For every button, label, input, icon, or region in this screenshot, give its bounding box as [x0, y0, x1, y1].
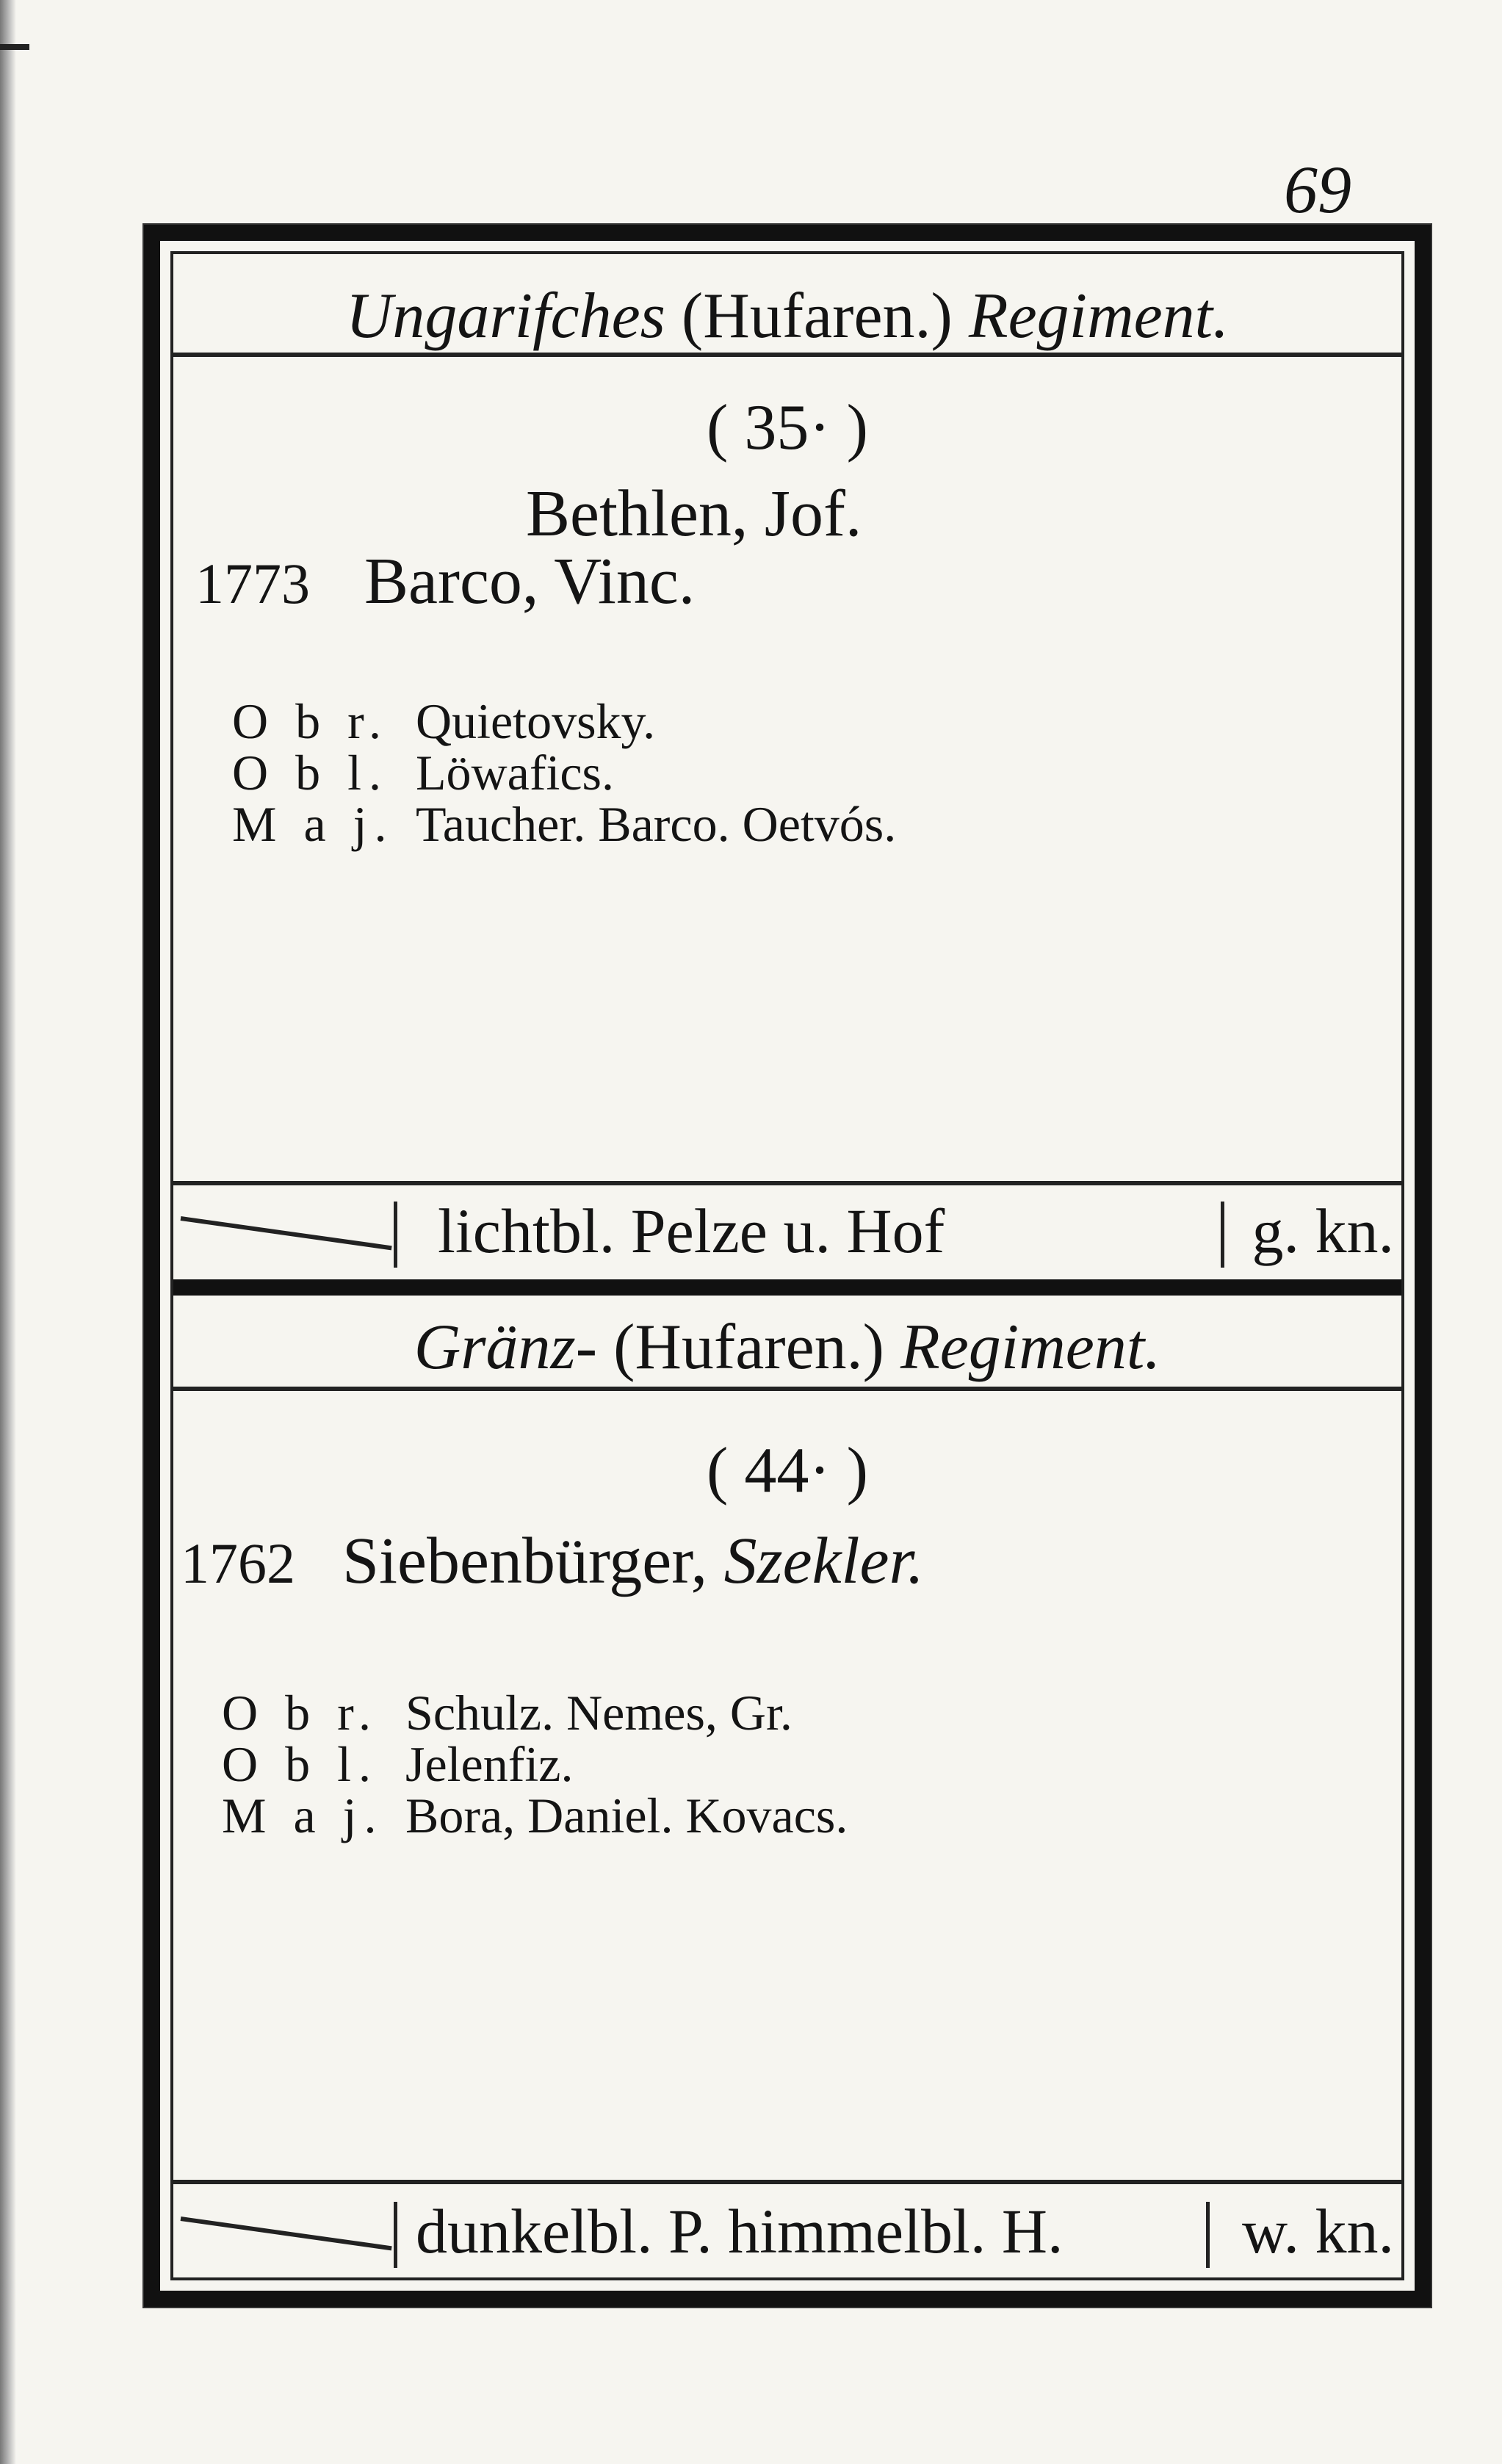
staff-names: Taucher. Barco. Oetvós. — [416, 796, 897, 852]
slash-mark — [181, 2216, 392, 2250]
staff-entry — [222, 1736, 574, 1792]
staff-rank: O b l. — [222, 1736, 378, 1792]
regiment-section-2 — [173, 1276, 1401, 2281]
staff-rank: M a j. — [232, 796, 394, 852]
staff-names: Schulz. Nemes, Gr. — [405, 1685, 792, 1741]
chief-entry — [195, 543, 695, 619]
regiment-heading — [173, 1310, 1401, 1384]
staff-rank: O b r. — [222, 1685, 378, 1741]
staff-names: Quietovsky. — [416, 693, 656, 749]
column-divider — [394, 1202, 397, 1268]
page-number: 69 — [1284, 152, 1351, 227]
chief-year: 1773 — [195, 552, 310, 615]
chief-name-italic: Szekler. — [723, 1525, 925, 1597]
staff-names: Löwafics. — [416, 745, 615, 801]
regiment-number: ( 44· ) — [707, 1435, 868, 1506]
register-frame — [144, 225, 1431, 2307]
regiment-number: ( 35· ) — [707, 392, 868, 463]
button-color: w. kn. — [1241, 2196, 1394, 2266]
regiment-heading-tail: Regiment. — [968, 281, 1230, 352]
staff-rank: O b r. — [232, 693, 389, 749]
footer-rule — [173, 2180, 1401, 2184]
staff-names: Bora, Daniel. Kovacs. — [405, 1788, 848, 1843]
regiment-heading-tail: Regiment. — [900, 1312, 1161, 1383]
regiment-heading-type: (Hufaren.) — [681, 281, 953, 352]
column-divider — [1221, 1202, 1224, 1268]
regiment-heading-name: Gränz- — [414, 1312, 598, 1383]
chief-name: Siebenbürger, — [342, 1525, 724, 1597]
staff-entry — [222, 1685, 792, 1741]
regiment-section-1 — [173, 254, 1401, 1266]
uniform-description: dunkelbl. P. himmelbl. H. — [416, 2196, 1064, 2266]
column-divider — [1206, 2202, 1210, 2268]
chief-entry — [181, 1523, 924, 1599]
uniform-row — [173, 2194, 1401, 2275]
page-edge — [0, 0, 16, 2464]
staff-names: Jelenfiz. — [405, 1736, 574, 1792]
staff-entry — [232, 693, 656, 749]
button-color: g. kn. — [1252, 1196, 1394, 1266]
footer-rule — [173, 1181, 1401, 1185]
heading-rule — [173, 353, 1401, 357]
staff-entry — [232, 796, 897, 852]
staff-entry — [222, 1788, 848, 1843]
heading-rule — [173, 1387, 1401, 1391]
staff-rank: M a j. — [222, 1788, 384, 1843]
slash-mark — [181, 1216, 392, 1250]
regiment-heading-type: (Hufaren.) — [613, 1312, 884, 1383]
register-inner-frame — [170, 251, 1404, 2280]
chief-entry — [357, 476, 862, 552]
column-divider — [394, 2202, 397, 2268]
regiment-heading-name: Ungarifches — [345, 281, 665, 352]
chief-name: Bethlen, Jof. — [526, 477, 862, 550]
uniform-description: lichtbl. Pelze u. Hof — [438, 1196, 945, 1266]
uniform-row — [173, 1194, 1401, 1275]
staff-entry — [232, 745, 615, 801]
staff-rank: O b l. — [232, 745, 389, 801]
edge-mark — [0, 44, 29, 50]
regiment-heading — [173, 279, 1401, 353]
chief-year: 1762 — [181, 1531, 295, 1595]
chief-name: Barco, Vinc. — [364, 545, 696, 618]
